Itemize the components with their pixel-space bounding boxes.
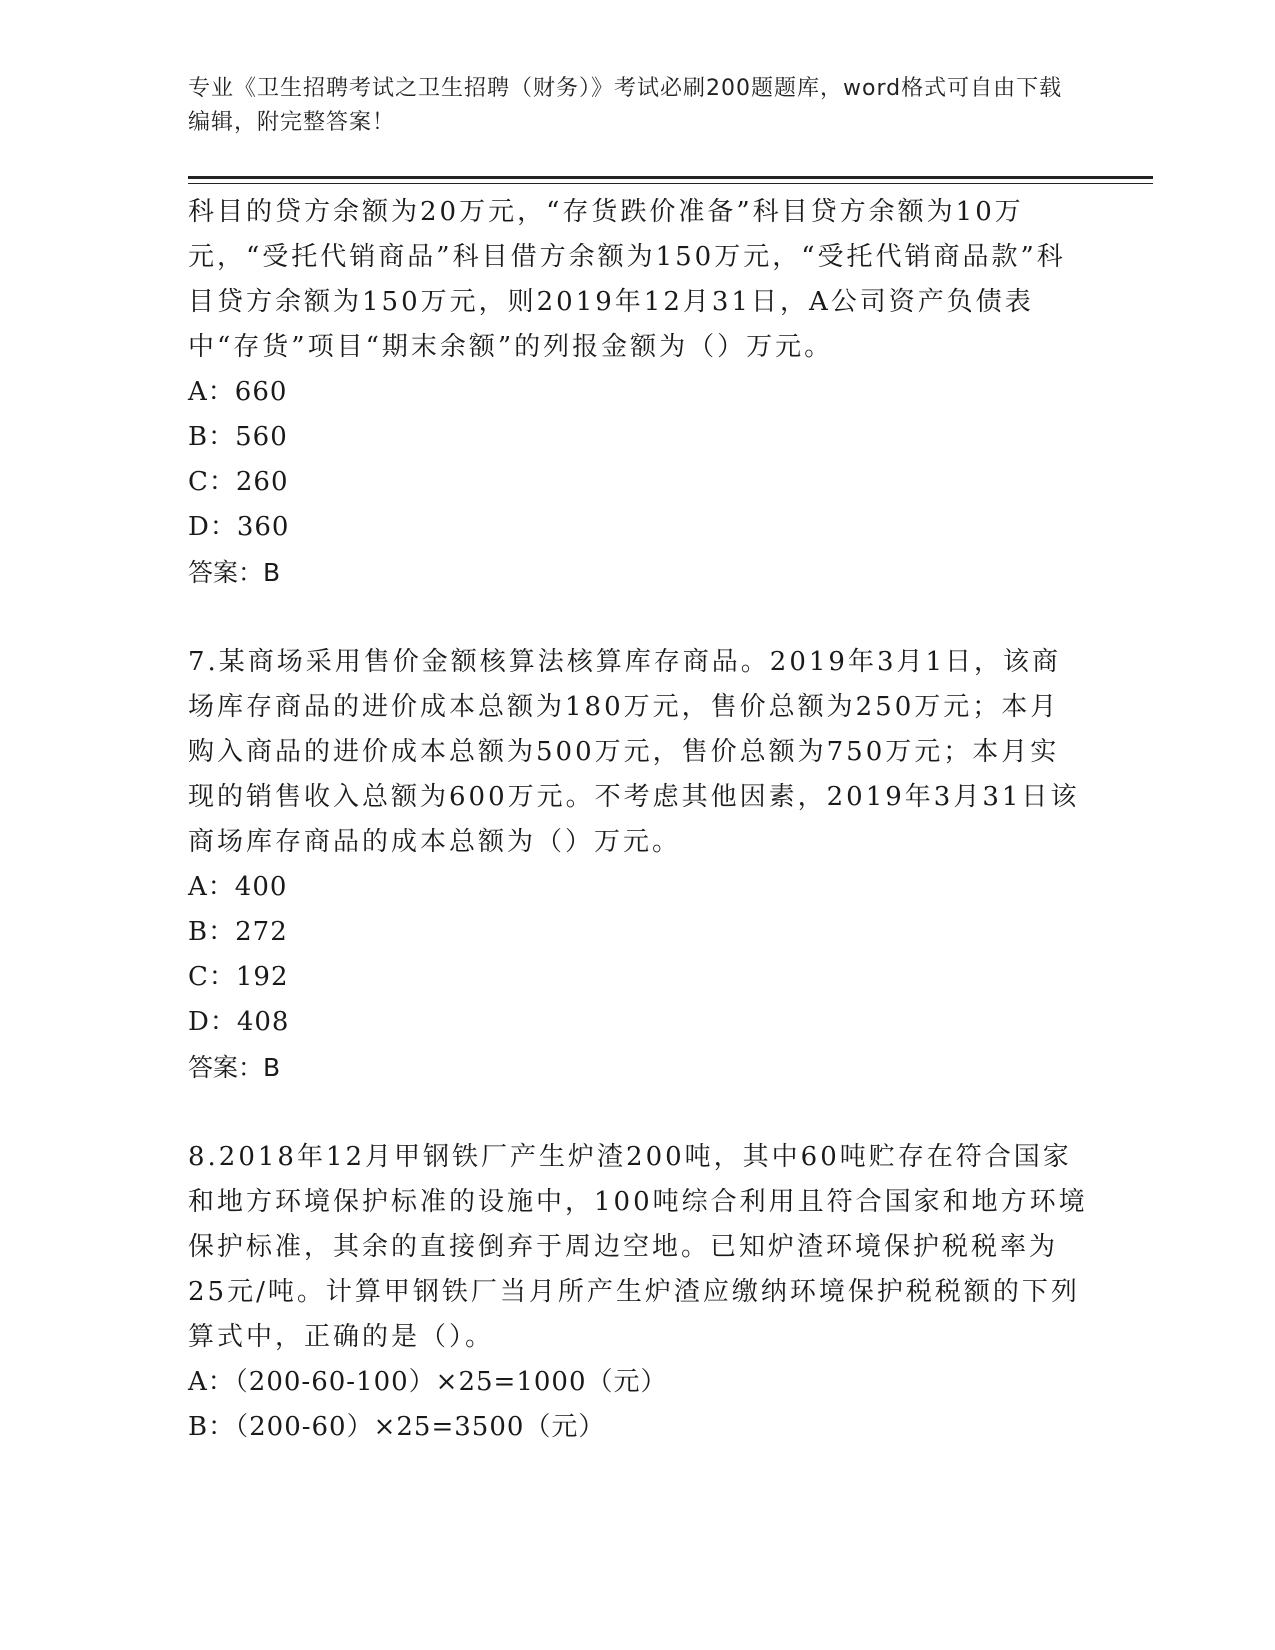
header-divider-thin [188, 183, 1153, 184]
question-text: 科目的贷方余额为20万元，“存货跌价准备”科目贷方余额为10万元，“受托代销商品”科目借方余额为150万元，“受托代销商品款”科目贷方余额为150万元，则2019年12月31日，A公司资产负债表中“存货”项目“期末余额”的列报金额为（）万元。 [188, 197, 1066, 362]
spacer [188, 1090, 1088, 1135]
option-b: B：（200-60）×25=3500（元） [188, 1412, 606, 1442]
option-b: B：560 [188, 422, 288, 452]
question-7 [188, 640, 1088, 1090]
option-b: B：272 [188, 917, 288, 947]
option-a: A：400 [188, 872, 288, 902]
header-divider-thick [188, 176, 1153, 179]
option-a: A：（200-60-100）×25=1000（元） [188, 1367, 668, 1397]
question-text: 8.2018年12月甲钢铁厂产生炉渣200吨，其中60吨贮存在符合国家和地方环境保护标准的设施中，100吨综合利用且符合国家和地方环境保护标准，其余的直接倒弃于周边空地。已知炉渣环境保护税税率为25元/吨。计算甲钢铁厂当月所产生炉渣应缴纳环境保护税税额的下列算式中，正确的是（）。 [188, 1142, 1088, 1352]
question-text: 7.某商场采用售价金额核算法核算库存商品。2019年3月1日，该商场库存商品的进价成本总额为180万元，售价总额为250万元；本月购入商品的进价成本总额为500万元，售价总额为750万元；本月实现的销售收入总额为600万元。不考虑其他因素，2019年3月31日该商场库存商品的成本总额为（）万元。 [188, 647, 1080, 857]
option-d: D：360 [188, 512, 290, 542]
option-c: C：260 [188, 467, 289, 497]
spacer [188, 595, 1088, 640]
answer-line: 答案：B [188, 558, 281, 587]
option-d: D：408 [188, 1007, 290, 1037]
question-8 [188, 1135, 1088, 1450]
document-content [188, 190, 1088, 1450]
answer-line: 答案：B [188, 1053, 281, 1082]
option-c: C：192 [188, 962, 289, 992]
option-a: A：660 [188, 377, 288, 407]
question-fragment [188, 190, 1088, 595]
page-header: 专业《卫生招聘考试之卫生招聘（财务）》考试必刷200题题库，word格式可自由下载编辑，附完整答案！ [188, 76, 1063, 135]
